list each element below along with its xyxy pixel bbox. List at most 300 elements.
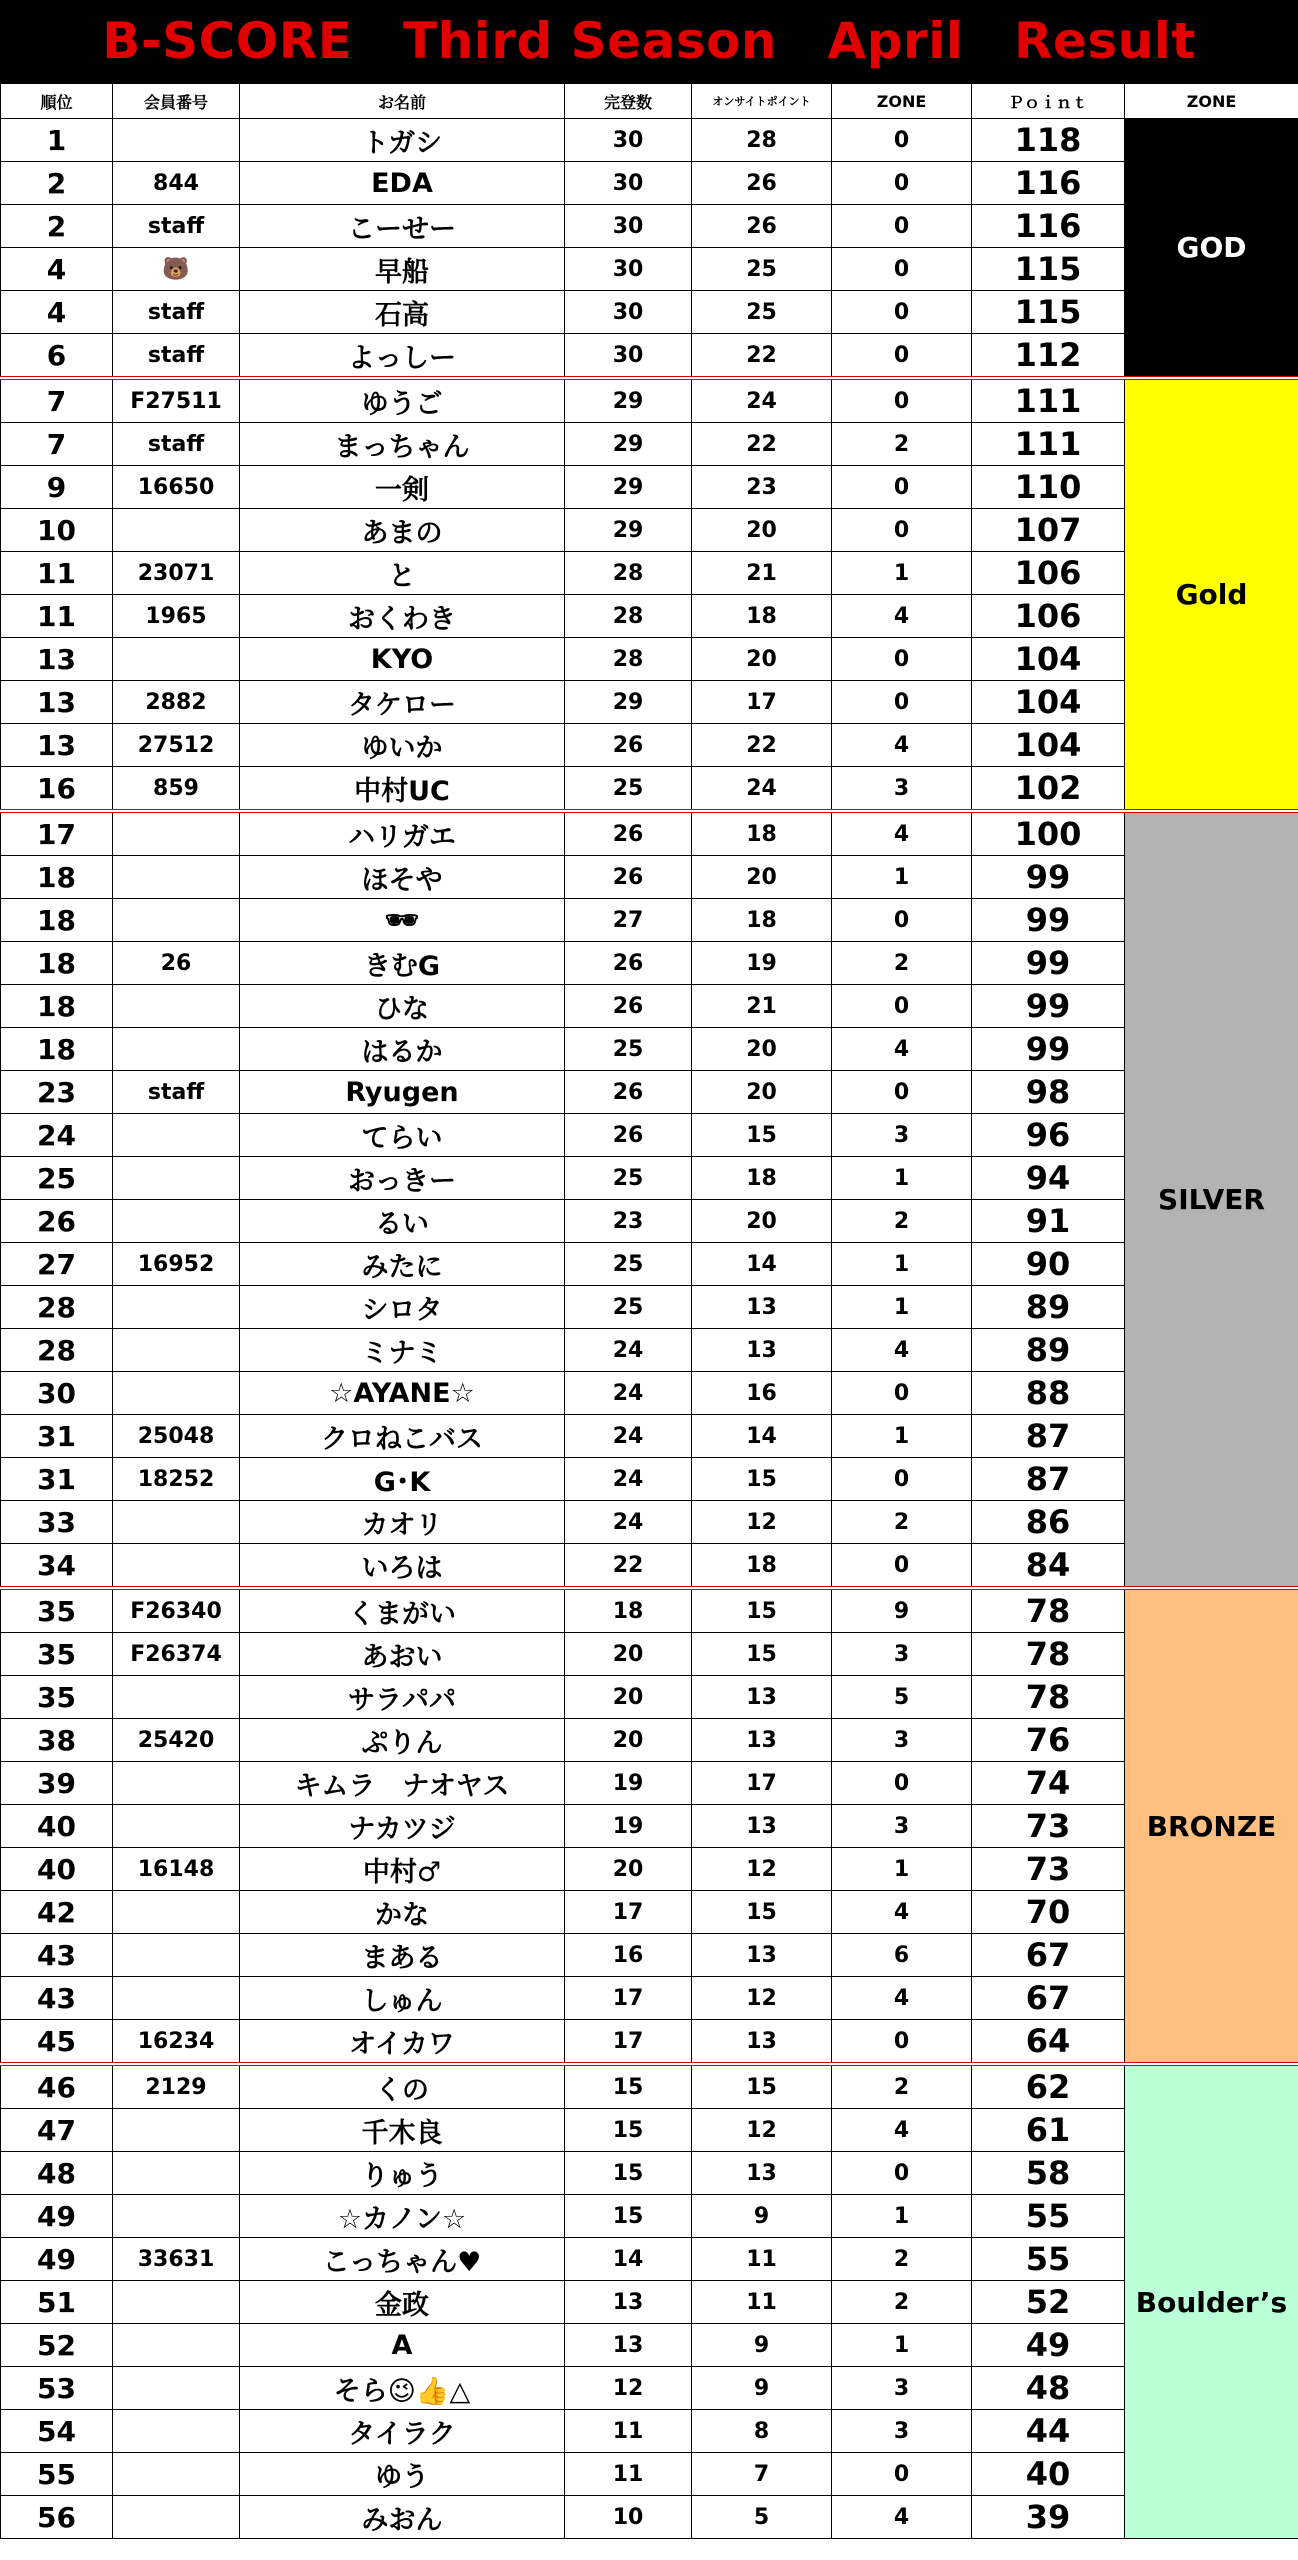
rank-cell: 43 xyxy=(1,1977,113,2020)
rank-cell: 18 xyxy=(1,1028,113,1071)
point-cell: 67 xyxy=(972,1934,1125,1977)
table-row xyxy=(1,1848,1298,1891)
table-row xyxy=(1,162,1298,205)
point-cell: 115 xyxy=(972,248,1125,291)
table-row xyxy=(1,1243,1298,1286)
point-cell: 107 xyxy=(972,509,1125,552)
rank-cell: 55 xyxy=(1,2453,113,2496)
member-number-cell: 844 xyxy=(113,162,240,205)
table-row xyxy=(1,1588,1298,1633)
point-cell: 55 xyxy=(972,2195,1125,2238)
rank-cell: 52 xyxy=(1,2324,113,2367)
zone-cell: 4 xyxy=(832,811,972,856)
name-cell: かな xyxy=(240,1891,565,1934)
onsight-cell: 22 xyxy=(692,334,832,379)
table-row xyxy=(1,205,1298,248)
zone-cell: 4 xyxy=(832,1977,972,2020)
member-number-cell: 16148 xyxy=(113,1848,240,1891)
rank-cell: 6 xyxy=(1,334,113,379)
onsight-cell: 19 xyxy=(692,942,832,985)
point-cell: 88 xyxy=(972,1372,1125,1415)
completed-cell: 16 xyxy=(565,1934,692,1977)
point-cell: 91 xyxy=(972,1200,1125,1243)
completed-cell: 27 xyxy=(565,899,692,942)
onsight-cell: 12 xyxy=(692,1848,832,1891)
completed-cell: 17 xyxy=(565,1891,692,1934)
member-number-cell: 18252 xyxy=(113,1458,240,1501)
onsight-cell: 5 xyxy=(692,2496,832,2539)
completed-cell: 11 xyxy=(565,2453,692,2496)
header-row xyxy=(1,84,1298,119)
completed-cell: 24 xyxy=(565,1329,692,1372)
onsight-cell: 9 xyxy=(692,2367,832,2410)
member-number-cell xyxy=(113,1805,240,1848)
member-number-cell: staff xyxy=(113,423,240,466)
name-cell: ハリガエ xyxy=(240,811,565,856)
completed-cell: 17 xyxy=(565,2020,692,2065)
name-cell: 一剣 xyxy=(240,466,565,509)
rank-cell: 46 xyxy=(1,2064,113,2109)
member-number-cell xyxy=(113,856,240,899)
completed-cell: 22 xyxy=(565,1544,692,1589)
rank-cell: 35 xyxy=(1,1676,113,1719)
member-number-cell: staff xyxy=(113,1071,240,1114)
rank-cell: 39 xyxy=(1,1762,113,1805)
point-cell: 78 xyxy=(972,1676,1125,1719)
table-row xyxy=(1,681,1298,724)
member-number-cell: 25420 xyxy=(113,1719,240,1762)
rank-cell: 51 xyxy=(1,2281,113,2324)
results-table xyxy=(0,83,1298,2539)
onsight-cell: 17 xyxy=(692,681,832,724)
rank-cell: 11 xyxy=(1,595,113,638)
completed-cell: 25 xyxy=(565,1028,692,1071)
rank-cell: 27 xyxy=(1,1243,113,1286)
member-number-cell xyxy=(113,1676,240,1719)
zone-cell: 0 xyxy=(832,291,972,334)
onsight-cell: 15 xyxy=(692,1588,832,1633)
rank-cell: 35 xyxy=(1,1588,113,1633)
rank-cell: 49 xyxy=(1,2195,113,2238)
rank-cell: 34 xyxy=(1,1544,113,1589)
rank-cell: 17 xyxy=(1,811,113,856)
completed-cell: 26 xyxy=(565,985,692,1028)
member-number-cell: 1965 xyxy=(113,595,240,638)
member-number-cell xyxy=(113,985,240,1028)
header-point: Ｐｏｉｎｔ xyxy=(972,84,1125,119)
member-number-cell xyxy=(113,811,240,856)
table-row xyxy=(1,1762,1298,1805)
completed-cell: 25 xyxy=(565,767,692,812)
zone-cell: 0 xyxy=(832,638,972,681)
rank-cell: 56 xyxy=(1,2496,113,2539)
member-number-cell xyxy=(113,2109,240,2152)
name-cell: りゅう xyxy=(240,2152,565,2195)
rank-cell: 7 xyxy=(1,378,113,423)
table-row xyxy=(1,1458,1298,1501)
completed-cell: 15 xyxy=(565,2064,692,2109)
completed-cell: 30 xyxy=(565,205,692,248)
onsight-cell: 18 xyxy=(692,595,832,638)
onsight-cell: 22 xyxy=(692,724,832,767)
name-cell: みおん xyxy=(240,2496,565,2539)
table-row xyxy=(1,2195,1298,2238)
name-cell: ゆうご xyxy=(240,378,565,423)
zone-cell: 0 xyxy=(832,2152,972,2195)
rank-cell: 13 xyxy=(1,681,113,724)
onsight-cell: 17 xyxy=(692,1762,832,1805)
rank-cell: 18 xyxy=(1,985,113,1028)
name-cell: トガシ xyxy=(240,119,565,162)
point-cell: 115 xyxy=(972,291,1125,334)
onsight-cell: 7 xyxy=(692,2453,832,2496)
point-cell: 87 xyxy=(972,1458,1125,1501)
point-cell: 106 xyxy=(972,552,1125,595)
onsight-cell: 26 xyxy=(692,162,832,205)
header-zone: ZONE xyxy=(832,84,972,119)
zone-cell: 1 xyxy=(832,1848,972,1891)
zone-cell: 4 xyxy=(832,2496,972,2539)
name-cell: EDA xyxy=(240,162,565,205)
completed-cell: 26 xyxy=(565,1114,692,1157)
member-number-cell: 26 xyxy=(113,942,240,985)
tier-zone-label: SILVER xyxy=(1125,811,1298,1588)
name-cell: くまがい xyxy=(240,1588,565,1633)
completed-cell: 26 xyxy=(565,1071,692,1114)
table-row xyxy=(1,2410,1298,2453)
completed-cell: 17 xyxy=(565,1977,692,2020)
table-row xyxy=(1,2109,1298,2152)
name-cell: ☆AYANE☆ xyxy=(240,1372,565,1415)
point-cell: 99 xyxy=(972,1028,1125,1071)
zone-cell: 0 xyxy=(832,1762,972,1805)
point-cell: 89 xyxy=(972,1286,1125,1329)
table-row xyxy=(1,942,1298,985)
point-cell: 73 xyxy=(972,1805,1125,1848)
onsight-cell: 13 xyxy=(692,1719,832,1762)
point-cell: 64 xyxy=(972,2020,1125,2065)
zone-cell: 6 xyxy=(832,1934,972,1977)
zone-cell: 2 xyxy=(832,942,972,985)
point-cell: 104 xyxy=(972,638,1125,681)
onsight-cell: 13 xyxy=(692,1286,832,1329)
table-row xyxy=(1,811,1298,856)
member-number-cell: 16952 xyxy=(113,1243,240,1286)
tier-zone-label: Boulder’s xyxy=(1125,2064,1298,2539)
member-number-cell xyxy=(113,899,240,942)
rank-cell: 4 xyxy=(1,248,113,291)
name-cell: ほそや xyxy=(240,856,565,899)
zone-cell: 0 xyxy=(832,985,972,1028)
page-title: B-SCORE Third Season April Result xyxy=(0,0,1298,83)
name-cell: まある xyxy=(240,1934,565,1977)
name-cell: 千木良 xyxy=(240,2109,565,2152)
name-cell: ☆カノン☆ xyxy=(240,2195,565,2238)
onsight-cell: 13 xyxy=(692,1934,832,1977)
point-cell: 52 xyxy=(972,2281,1125,2324)
member-number-cell xyxy=(113,1762,240,1805)
name-cell: てらい xyxy=(240,1114,565,1157)
table-row xyxy=(1,1114,1298,1157)
zone-cell: 1 xyxy=(832,2195,972,2238)
header-completed: 完登数 xyxy=(565,84,692,119)
table-row xyxy=(1,1028,1298,1071)
completed-cell: 28 xyxy=(565,595,692,638)
point-cell: 78 xyxy=(972,1633,1125,1676)
completed-cell: 29 xyxy=(565,466,692,509)
name-cell: KYO xyxy=(240,638,565,681)
member-number-cell xyxy=(113,1286,240,1329)
completed-cell: 15 xyxy=(565,2195,692,2238)
table-row xyxy=(1,767,1298,812)
onsight-cell: 25 xyxy=(692,291,832,334)
header-rank: 順位 xyxy=(1,84,113,119)
table-row xyxy=(1,552,1298,595)
point-cell: 90 xyxy=(972,1243,1125,1286)
name-cell: こーせー xyxy=(240,205,565,248)
onsight-cell: 20 xyxy=(692,1071,832,1114)
zone-cell: 1 xyxy=(832,1157,972,1200)
name-cell: 早船 xyxy=(240,248,565,291)
zone-cell: 2 xyxy=(832,2281,972,2324)
name-cell: よっしー xyxy=(240,334,565,379)
completed-cell: 24 xyxy=(565,1501,692,1544)
table-row xyxy=(1,2020,1298,2065)
completed-cell: 29 xyxy=(565,423,692,466)
member-number-cell xyxy=(113,2324,240,2367)
rank-cell: 40 xyxy=(1,1805,113,1848)
member-number-cell: 33631 xyxy=(113,2238,240,2281)
rank-cell: 54 xyxy=(1,2410,113,2453)
zone-cell: 3 xyxy=(832,1114,972,1157)
rank-cell: 7 xyxy=(1,423,113,466)
name-cell: あまの xyxy=(240,509,565,552)
rank-cell: 23 xyxy=(1,1071,113,1114)
point-cell: 84 xyxy=(972,1544,1125,1589)
onsight-cell: 18 xyxy=(692,899,832,942)
point-cell: 110 xyxy=(972,466,1125,509)
table-row xyxy=(1,1415,1298,1458)
member-number-cell: 2129 xyxy=(113,2064,240,2109)
zone-cell: 4 xyxy=(832,724,972,767)
completed-cell: 15 xyxy=(565,2152,692,2195)
name-cell: タイラク xyxy=(240,2410,565,2453)
rank-cell: 13 xyxy=(1,638,113,681)
onsight-cell: 20 xyxy=(692,638,832,681)
point-cell: 61 xyxy=(972,2109,1125,2152)
point-cell: 102 xyxy=(972,767,1125,812)
member-number-cell xyxy=(113,1891,240,1934)
completed-cell: 11 xyxy=(565,2410,692,2453)
table-row xyxy=(1,2238,1298,2281)
point-cell: 100 xyxy=(972,811,1125,856)
onsight-cell: 20 xyxy=(692,856,832,899)
point-cell: 48 xyxy=(972,2367,1125,2410)
point-cell: 74 xyxy=(972,1762,1125,1805)
member-number-cell xyxy=(113,2410,240,2453)
rank-cell: 40 xyxy=(1,1848,113,1891)
point-cell: 104 xyxy=(972,724,1125,767)
zone-cell: 4 xyxy=(832,1891,972,1934)
member-number-cell: 16650 xyxy=(113,466,240,509)
tier-zone-label: BRONZE xyxy=(1125,1588,1298,2064)
completed-cell: 10 xyxy=(565,2496,692,2539)
point-cell: 99 xyxy=(972,985,1125,1028)
rank-cell: 28 xyxy=(1,1286,113,1329)
onsight-cell: 13 xyxy=(692,2020,832,2065)
completed-cell: 30 xyxy=(565,248,692,291)
member-number-cell xyxy=(113,1028,240,1071)
member-number-cell xyxy=(113,2496,240,2539)
name-cell: みたに xyxy=(240,1243,565,1286)
completed-cell: 30 xyxy=(565,119,692,162)
zone-cell: 0 xyxy=(832,119,972,162)
table-row xyxy=(1,638,1298,681)
completed-cell: 25 xyxy=(565,1286,692,1329)
completed-cell: 26 xyxy=(565,942,692,985)
point-cell: 116 xyxy=(972,205,1125,248)
name-cell: クロねこバス xyxy=(240,1415,565,1458)
name-cell: ゆう xyxy=(240,2453,565,2496)
rank-cell: 43 xyxy=(1,1934,113,1977)
point-cell: 94 xyxy=(972,1157,1125,1200)
onsight-cell: 13 xyxy=(692,1805,832,1848)
point-cell: 104 xyxy=(972,681,1125,724)
name-cell: おくわき xyxy=(240,595,565,638)
tier-zone-label: Gold xyxy=(1125,378,1298,811)
point-cell: 96 xyxy=(972,1114,1125,1157)
completed-cell: 30 xyxy=(565,334,692,379)
zone-cell: 5 xyxy=(832,1676,972,1719)
table-row xyxy=(1,985,1298,1028)
rank-cell: 24 xyxy=(1,1114,113,1157)
member-number-cell xyxy=(113,2195,240,2238)
member-number-cell xyxy=(113,1501,240,1544)
member-number-cell xyxy=(113,1372,240,1415)
onsight-cell: 20 xyxy=(692,509,832,552)
completed-cell: 29 xyxy=(565,378,692,423)
point-cell: 62 xyxy=(972,2064,1125,2109)
name-cell: ナカツジ xyxy=(240,1805,565,1848)
completed-cell: 23 xyxy=(565,1200,692,1243)
member-number-cell xyxy=(113,119,240,162)
zone-cell: 0 xyxy=(832,1372,972,1415)
tier-zone-label: GOD xyxy=(1125,119,1298,379)
point-cell: 99 xyxy=(972,942,1125,985)
point-cell: 44 xyxy=(972,2410,1125,2453)
zone-cell: 4 xyxy=(832,595,972,638)
zone-cell: 2 xyxy=(832,1200,972,1243)
member-number-cell: F26340 xyxy=(113,1588,240,1633)
point-cell: 55 xyxy=(972,2238,1125,2281)
zone-cell: 0 xyxy=(832,466,972,509)
rank-cell: 2 xyxy=(1,205,113,248)
rank-cell: 16 xyxy=(1,767,113,812)
table-row xyxy=(1,2064,1298,2109)
point-cell: 99 xyxy=(972,899,1125,942)
table-row xyxy=(1,595,1298,638)
point-cell: 70 xyxy=(972,1891,1125,1934)
completed-cell: 24 xyxy=(565,1458,692,1501)
zone-cell: 4 xyxy=(832,1329,972,1372)
member-number-cell: 🐻 xyxy=(113,248,240,291)
completed-cell: 29 xyxy=(565,509,692,552)
table-row xyxy=(1,1544,1298,1589)
member-number-cell: staff xyxy=(113,291,240,334)
onsight-cell: 21 xyxy=(692,552,832,595)
table-row xyxy=(1,1891,1298,1934)
zone-cell: 1 xyxy=(832,1286,972,1329)
table-row xyxy=(1,724,1298,767)
member-number-cell: 25048 xyxy=(113,1415,240,1458)
onsight-cell: 15 xyxy=(692,1633,832,1676)
table-row xyxy=(1,248,1298,291)
onsight-cell: 11 xyxy=(692,2281,832,2324)
zone-cell: 1 xyxy=(832,2324,972,2367)
member-number-cell xyxy=(113,2367,240,2410)
rank-cell: 30 xyxy=(1,1372,113,1415)
table-row xyxy=(1,1501,1298,1544)
point-cell: 99 xyxy=(972,856,1125,899)
zone-cell: 1 xyxy=(832,1415,972,1458)
point-cell: 76 xyxy=(972,1719,1125,1762)
table-row xyxy=(1,1286,1298,1329)
zone-cell: 4 xyxy=(832,2109,972,2152)
completed-cell: 13 xyxy=(565,2324,692,2367)
zone-cell: 1 xyxy=(832,1243,972,1286)
completed-cell: 20 xyxy=(565,1848,692,1891)
onsight-cell: 9 xyxy=(692,2324,832,2367)
member-number-cell: F26374 xyxy=(113,1633,240,1676)
zone-cell: 3 xyxy=(832,1719,972,1762)
onsight-cell: 21 xyxy=(692,985,832,1028)
rank-cell: 49 xyxy=(1,2238,113,2281)
rank-cell: 48 xyxy=(1,2152,113,2195)
zone-cell: 3 xyxy=(832,767,972,812)
onsight-cell: 23 xyxy=(692,466,832,509)
onsight-cell: 13 xyxy=(692,2152,832,2195)
table-row xyxy=(1,856,1298,899)
onsight-cell: 24 xyxy=(692,378,832,423)
onsight-cell: 25 xyxy=(692,248,832,291)
name-cell: そら😉👍△ xyxy=(240,2367,565,2410)
completed-cell: 28 xyxy=(565,638,692,681)
member-number-cell xyxy=(113,2281,240,2324)
table-row xyxy=(1,2281,1298,2324)
table-row xyxy=(1,1372,1298,1415)
table-row xyxy=(1,1805,1298,1848)
member-number-cell: 16234 xyxy=(113,2020,240,2065)
rank-cell: 4 xyxy=(1,291,113,334)
table-row xyxy=(1,1977,1298,2020)
onsight-cell: 18 xyxy=(692,1544,832,1589)
table-row xyxy=(1,1934,1298,1977)
rank-cell: 2 xyxy=(1,162,113,205)
table-row xyxy=(1,509,1298,552)
table-row xyxy=(1,334,1298,379)
zone-cell: 0 xyxy=(832,334,972,379)
onsight-cell: 12 xyxy=(692,2109,832,2152)
onsight-cell: 20 xyxy=(692,1028,832,1071)
table-row xyxy=(1,1329,1298,1372)
onsight-cell: 22 xyxy=(692,423,832,466)
onsight-cell: 8 xyxy=(692,2410,832,2453)
rank-cell: 18 xyxy=(1,899,113,942)
member-number-cell xyxy=(113,1544,240,1589)
point-cell: 58 xyxy=(972,2152,1125,2195)
member-number-cell xyxy=(113,1934,240,1977)
completed-cell: 18 xyxy=(565,1588,692,1633)
